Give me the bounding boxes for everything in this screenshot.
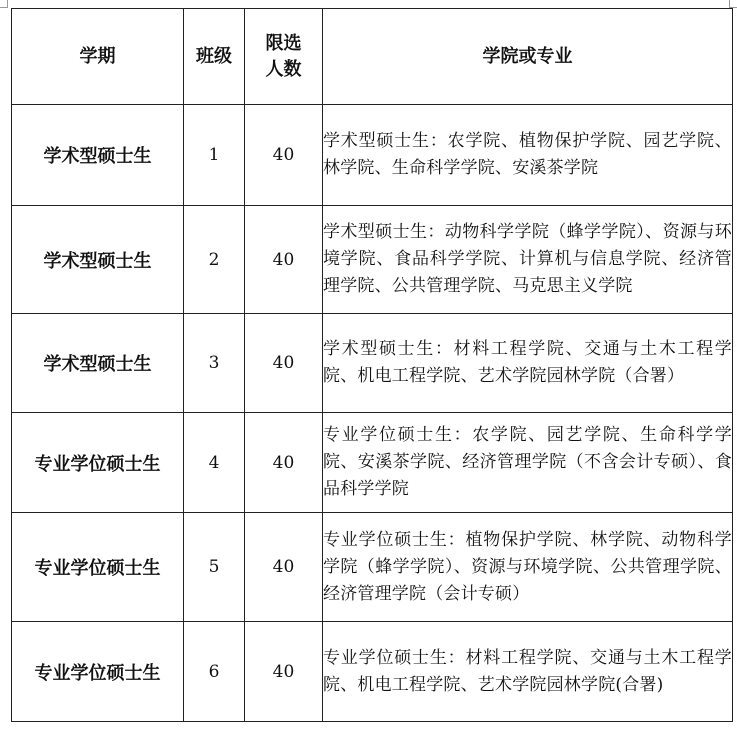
course-class-table [11, 8, 733, 722]
row-class: 2 [184, 206, 245, 314]
row-class: 4 [184, 413, 245, 513]
table-row [12, 314, 733, 413]
header-college: 学院或专业 [323, 9, 733, 105]
table-header-row [12, 9, 733, 105]
row-college: 学术型硕士生：材料工程学院、交通与土木工程学院、机电工程学院、艺术学院园林学院（合署） [323, 314, 733, 413]
header-limit-line1: 限选 [265, 32, 302, 54]
header-semester: 学期 [12, 9, 184, 105]
row-limit: 40 [245, 314, 323, 413]
row-semester: 专业学位硕士生 [12, 413, 184, 513]
row-class: 6 [184, 622, 245, 722]
table-row [12, 206, 733, 314]
row-semester: 专业学位硕士生 [12, 622, 184, 722]
row-limit: 40 [245, 413, 323, 513]
table-row [12, 622, 733, 722]
header-limit-line2: 人数 [265, 58, 302, 80]
header-limit [245, 9, 323, 105]
row-semester: 专业学位硕士生 [12, 513, 184, 622]
row-class: 1 [184, 105, 245, 206]
corner-mark-left [0, 0, 8, 8]
row-limit: 40 [245, 105, 323, 206]
row-college: 专业学位硕士生：农学院、园艺学院、生命科学学院、安溪茶学院、经济管理学院（不含会计专硕）、食品科学学院 [323, 413, 733, 513]
table-row [12, 105, 733, 206]
corner-mark-right [729, 0, 737, 8]
row-college: 专业学位硕士生：植物保护学院、林学院、动物科学学院（蜂学学院）、资源与环境学院、公共管理学院、经济管理学院（会计专硕） [323, 513, 733, 622]
row-class: 5 [184, 513, 245, 622]
row-college: 学术型硕士生：农学院、植物保护学院、园艺学院、林学院、生命科学学院、安溪茶学院 [323, 105, 733, 206]
row-limit: 40 [245, 206, 323, 314]
header-class: 班级 [184, 9, 245, 105]
row-college: 学术型硕士生：动物科学学院（蜂学学院）、资源与环境学院、食品科学学院、计算机与信息学院、经济管理学院、公共管理学院、马克思主义学院 [323, 206, 733, 314]
row-limit: 40 [245, 622, 323, 722]
row-semester: 学术型硕士生 [12, 206, 184, 314]
row-semester: 学术型硕士生 [12, 314, 184, 413]
row-class: 3 [184, 314, 245, 413]
table-row [12, 513, 733, 622]
row-limit: 40 [245, 513, 323, 622]
table-row [12, 413, 733, 513]
row-semester: 学术型硕士生 [12, 105, 184, 206]
row-college: 专业学位硕士生：材料工程学院、交通与土木工程学院、机电工程学院、艺术学院园林学院(合署) [323, 622, 733, 722]
